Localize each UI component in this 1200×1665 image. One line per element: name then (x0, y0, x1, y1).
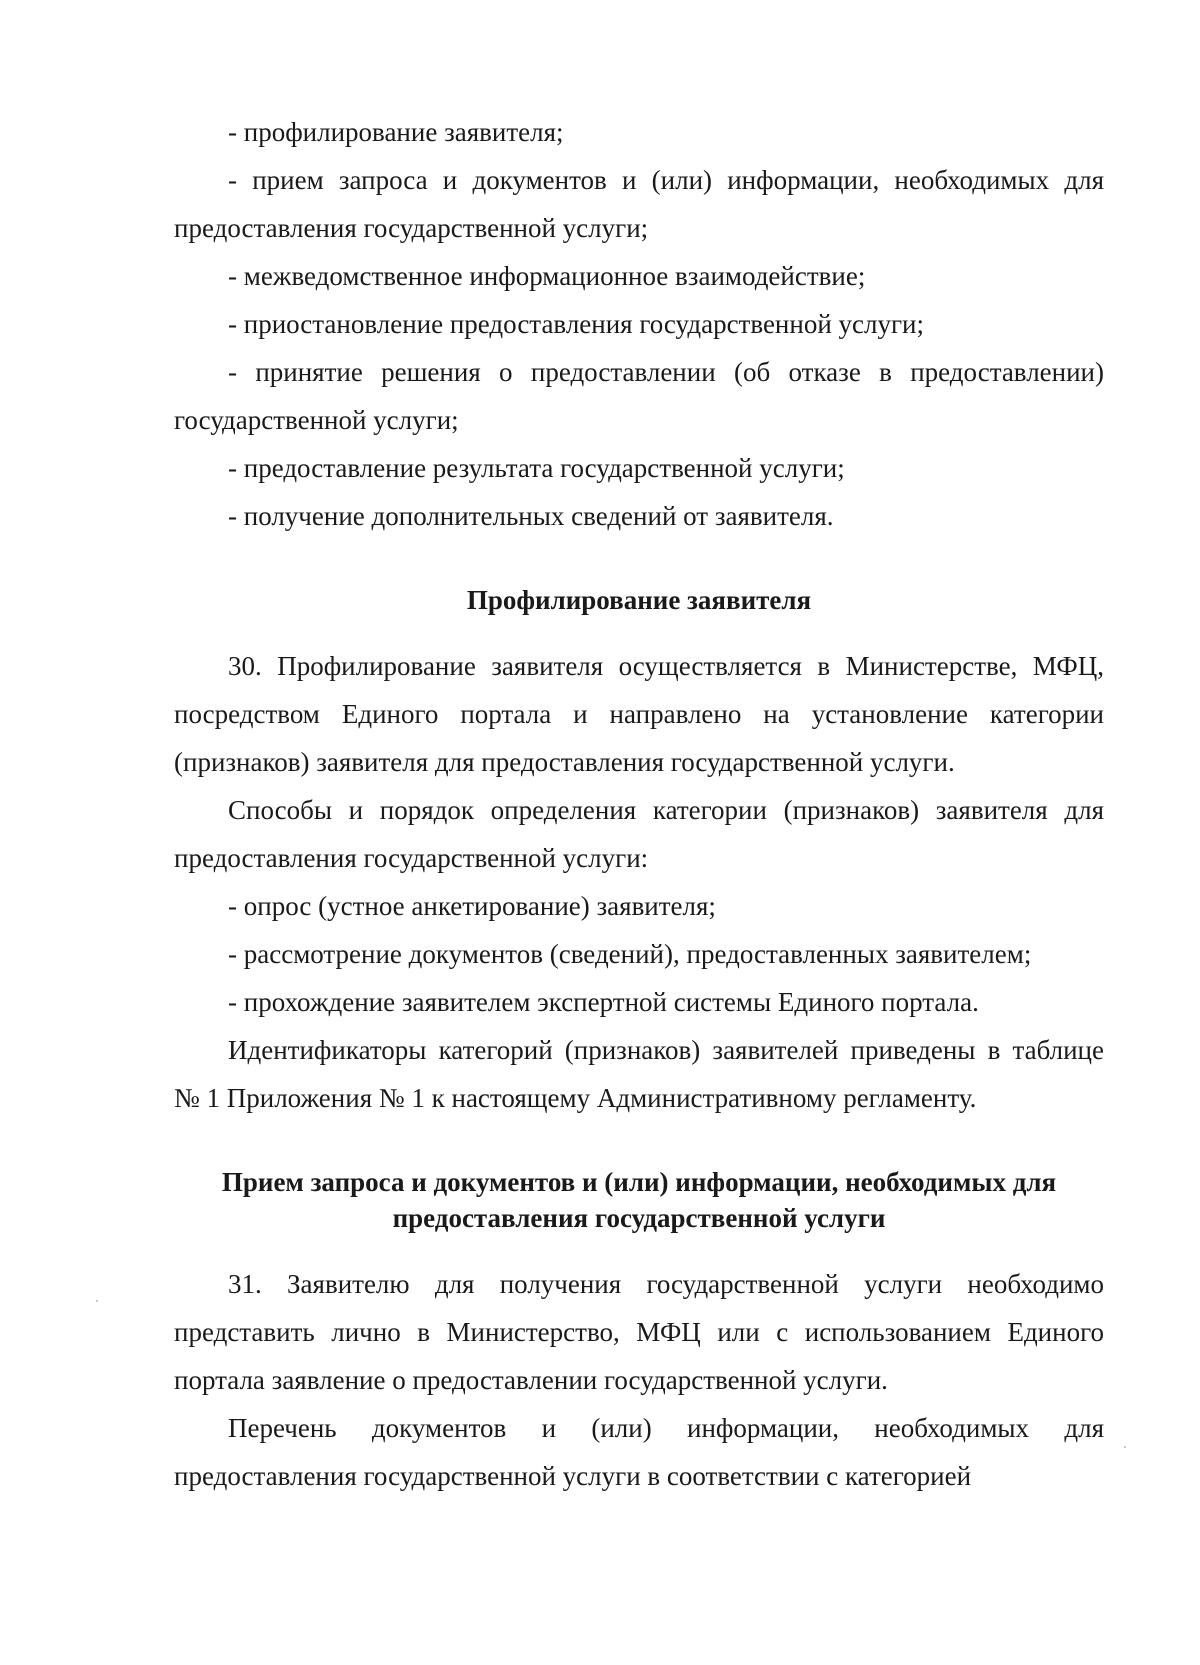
methods-intro: Способы и порядок определения категории (признаков) заявителя для предоставления государственной услуги: (174, 795, 1104, 873)
section-heading-request-line-2: предоставления государственной услуги (392, 1203, 886, 1233)
list-item: - принятие решения о предоставлении (об отказе в предоставлении) государственной услуги; (174, 357, 1104, 435)
paragraph-31: 31. Заявителю для получения государственной услуги необходимо представить лично в Министерство, МФЦ или с использованием Единого портала заявление о предоставлении государственной услуги. (174, 1269, 1104, 1395)
list-item: - рассмотрение документов (сведений), предоставленных заявителем; (228, 939, 1032, 969)
identifiers-paragraph: Идентификаторы категорий (признаков) заявителей приведены в таблице № 1 Приложения № 1 к настоящему Административному регламенту. (174, 1035, 1104, 1113)
list-item: - приостановление предоставления государственной услуги; (228, 309, 925, 339)
scan-speck (96, 1300, 98, 1302)
list-item: - опрос (устное анкетирование) заявителя; (228, 891, 716, 921)
text-column (174, 108, 1104, 1500)
section-heading-profiling: Профилирование заявителя (466, 585, 812, 615)
list-item: - межведомственное информационное взаимодействие; (228, 261, 866, 291)
list-item: - предоставление результата государственной услуги; (228, 453, 845, 483)
paragraph-30: 30. Профилирование заявителя осуществляется в Министерстве, МФЦ, посредством Единого портала и направлено на установление категории (признаков) заявителя для предоставления государственной услуги. (174, 651, 1104, 777)
scan-speck (1124, 1446, 1126, 1448)
list-item: - прием запроса и документов и (или) информации, необходимых для предоставления государственной услуги; (174, 165, 1104, 243)
list-item: - профилирование заявителя; (228, 117, 564, 147)
section-heading-request-line-1: Прием запроса и документов и (или) информации, необходимых для (221, 1167, 1057, 1197)
list-item: - прохождение заявителем экспертной системы Единого портала. (228, 987, 979, 1017)
list-item: - получение дополнительных сведений от заявителя. (228, 501, 834, 531)
documents-list-intro: Перечень документов и (или) информации, необходимых для предоставления государственной услуги в соответствии с категорией (174, 1413, 1104, 1491)
